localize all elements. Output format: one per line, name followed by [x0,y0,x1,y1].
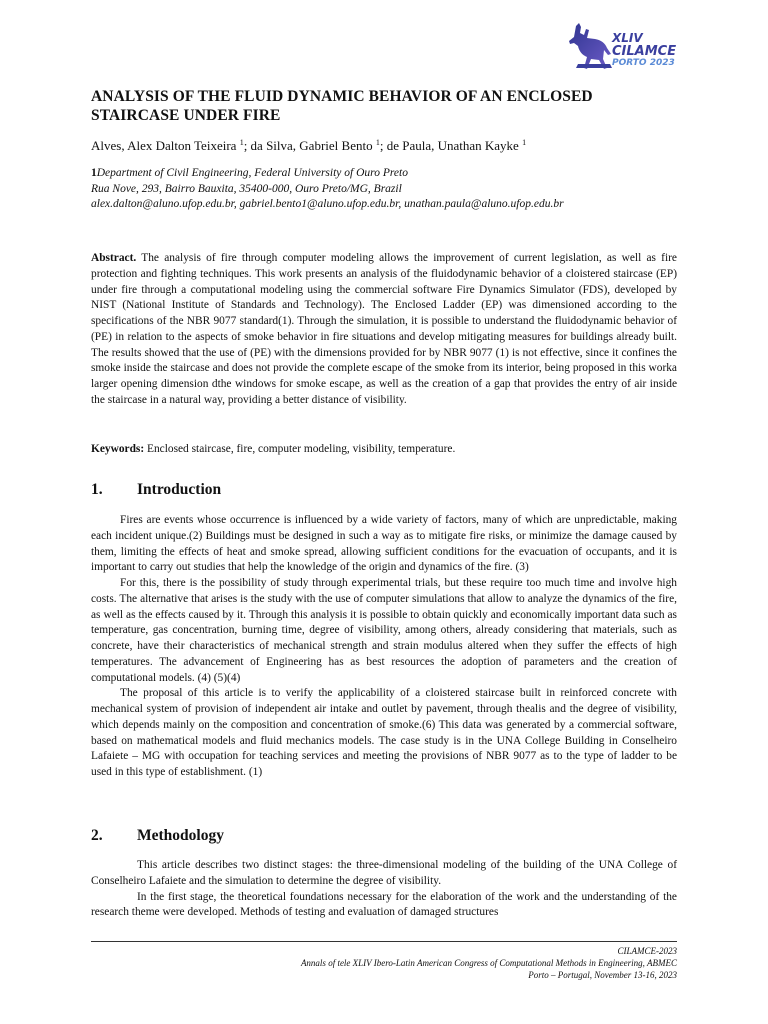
intro-paragraph-2: For this, there is the possibility of study through experimental trials, but these require too much time and involve high costs. The alternative that arises is the study with the use of computer simulations that allow to analyze the dynamics of the fire, as well as the effects caused by it. Through this analysis it is possible to obtain quickly and economically important data such as temperature, gas concentration, burning time, degree of visibility, among others, already considering that materials, such as concrete, have their characteristics of mechanical strength and strain modulus altered when they suffer the effects of high temperatures. The advancement of Engineering has as best resources the adoption of parameters and the creation of computational models. (4) (5)(4) [91,577,677,684]
author-1-affil: 1 [239,138,244,147]
footer-location-date: Porto – Portugal, November 13-16, 2023 [528,970,677,980]
affiliation-department [91,166,564,182]
section-heading-introduction [91,481,221,499]
logo-edition: XLIV [612,31,643,45]
abstract-text: The analysis of fire through computer modeling allows the improvement of current legislation, as well as fire protection and fighting techniques. This work presents an analysis of the fluidodynamic behavior of a cloistered staircase (EP) under fire through a computational modeling using the commercial software Fire Dynamics Simulator (FDS), developed by NIST (National Institute of Standards and Technology). The Enclosed Ladder (EP) was dimensioned according to the specifications of the NBR 9077 standard(1). Through the simulation, it is possible to understand the fluidodynamic behavior of (PE) in relation to the aspects of smoke behavior in fire situations and develop mitigating measures for buildings already built. The results showed that the use of (PE) with the dimensions provided for by NBR 9077 (1) is not effective, since it confines the smoke inside the staircase and does not provide the complete escape of the smoke from its interior, being proposed in this worka larger opening dimension dthe windows for smoke escape, as well as the creation of a gap that provides the entry of air inside the staircase in a natural way, providing a better distance of visibility. [91,252,677,406]
author-2: ; da Silva, Gabriel Bento [243,138,373,153]
section-heading-methodology [91,827,224,845]
abstract-label: Abstract. [91,252,137,264]
author-3-affil: 1 [522,138,527,147]
author-list [91,138,526,154]
affiliation-emails: alex.dalton@aluno.ufop.edu.br, gabriel.bento1@aluno.ufop.edu.br, unathan.paula@aluno.ufop.edu.br [91,198,564,210]
author-3: ; de Paula, Unathan Kayke [379,138,519,153]
affiliation-number: 1 [91,167,97,179]
footer-divider [91,941,677,942]
section-number: 1. [91,481,103,498]
method-paragraph-1: This article describes two distinct stages: the three-dimensional modeling of the building of the UNA College of Conselheiro Lafaiete and the simulation to determine the degree of visibility. [91,859,677,887]
methodology-body [91,858,677,921]
affiliation-dept-text: Department of Civil Engineering, Federal University of Ouro Preto [96,167,408,179]
logo-text [612,32,676,68]
section-number: 2. [91,827,103,844]
method-paragraph-2: In the first stage, the theoretical foundations necessary for the elaboration of the work and the understanding of the research theme were developed. Methods of testing and evaluation of damaged structures [91,890,677,919]
page-footer [301,945,677,981]
keywords-label: Keywords: [91,443,145,455]
author-1: Alves, Alex Dalton Teixeira [91,138,237,153]
paper-title [91,87,691,125]
keywords [91,442,677,458]
author-2-affil: 1 [375,138,380,147]
footer-conference: CILAMCE-2023 [617,946,677,956]
section-title: Introduction [137,481,222,498]
abstract [91,251,677,409]
affiliation-address: Rua Nove, 293, Bairro Bauxita, 35400-000, Ouro Preto/MG, Brazil [91,182,402,195]
introduction-body [91,513,677,781]
intro-paragraph-1: Fires are events whose occurrence is influenced by a wide variety of factors, many of which are unpredictable, making each incident unique.(2) Buildings must be designed in such a way as to mitigate fire risks, or minimize the damage caused by them, limiting the effects of heat and smoke spread, allowing sufficient conditions for the evacuation of occupants, and it is important to carry out studies that help the knowledge of the origin and dynamics of the fire. (3) [91,514,677,574]
logo-name: CILAMCE [612,44,677,59]
keywords-text: Enclosed staircase, fire, computer modeling, visibility, temperature. [144,443,456,455]
logo-location: PORTO 2023 [612,58,675,68]
horse-rider-statue-icon [558,22,618,76]
title-line-1: ANALYSIS OF THE FLUID DYNAMIC BEHAVIOR OF AN ENCLOSED [91,88,593,105]
affiliation [91,166,564,213]
title-line-2: STAIRCASE UNDER FIRE [91,107,281,124]
conference-logo [558,22,680,76]
intro-paragraph-3: The proposal of this article is to verify the applicability of a cloistered staircase built in reinforced concrete with mechanical system of provision of independent air intake and outlet by pavement, through thealis and the degree of visibility, which depends mainly on the composition and concentration of smoke.(6) This data was generated by a commercial software, based on mathematical models and fluid mechanics models. The case study is in the UNA College Building in Conselheiro Lafaiete – MG with occupation for teaching services and meeting the provisions of NBR 9077 as to the type of ladder to be used in this type of establishment. (1) [91,687,677,778]
section-title: Methodology [137,827,224,844]
footer-annals: Annals of tele XLIV Ibero-Latin American Congress of Computational Methods in Engineering, ABMEC [300,958,677,968]
